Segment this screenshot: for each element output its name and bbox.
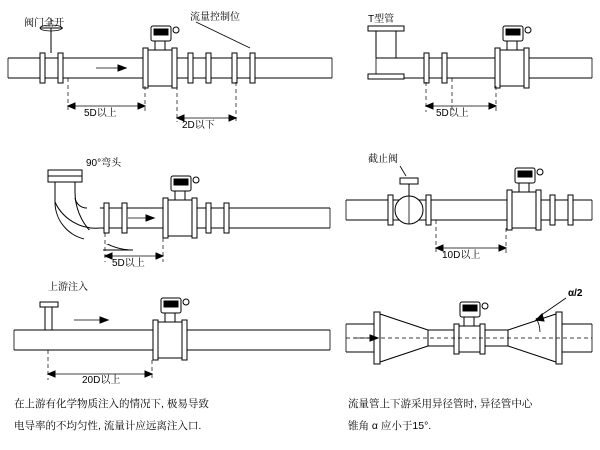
caption-left-line2: 电导率的不均匀性, 流量计应远离注入口. — [14, 420, 202, 432]
caption-left-line1: 在上游有化学物质注入的情况下, 极易导致 — [14, 398, 209, 410]
dim-5d-panel3: 5D以上 — [112, 258, 145, 269]
label-valve-full-open: 阀门全开 — [24, 18, 64, 29]
dim-20d-panel5: 20D以上 — [82, 375, 121, 386]
panel-reducer — [340, 280, 600, 395]
label-upstream-injection: 上游注入 — [48, 282, 88, 293]
panel-t-pipe — [340, 0, 600, 140]
dim-5d-panel2: 5D以上 — [436, 108, 469, 119]
dim-5d-panel1: 5D以上 — [84, 108, 117, 119]
panel-upstream-injection — [0, 280, 340, 395]
panel-valve-full-open — [0, 0, 340, 140]
panel-elbow-90 — [0, 140, 340, 280]
panel-upstream-injection-graphic — [0, 280, 340, 395]
panel-reducer-graphic — [340, 280, 600, 395]
label-reducer-angle: α/2 — [568, 288, 583, 299]
label-stop-valve: 截止阀 — [368, 154, 398, 165]
panel-elbow-90-graphic — [0, 140, 340, 280]
label-flow-control-position: 流量控制位 — [190, 12, 240, 23]
caption-right-line1: 流量管上下游采用异径管时, 异径管中心 — [348, 398, 533, 410]
label-elbow-90: 90°弯头 — [86, 158, 122, 169]
label-t-pipe: T型管 — [368, 14, 395, 25]
dim-2d-panel1: 2D以下 — [182, 120, 215, 131]
caption-right-line2: 锥角 α 应小于15°. — [348, 420, 432, 432]
panel-stop-valve — [340, 140, 600, 280]
dim-10d-panel4: 10D以上 — [442, 250, 481, 261]
